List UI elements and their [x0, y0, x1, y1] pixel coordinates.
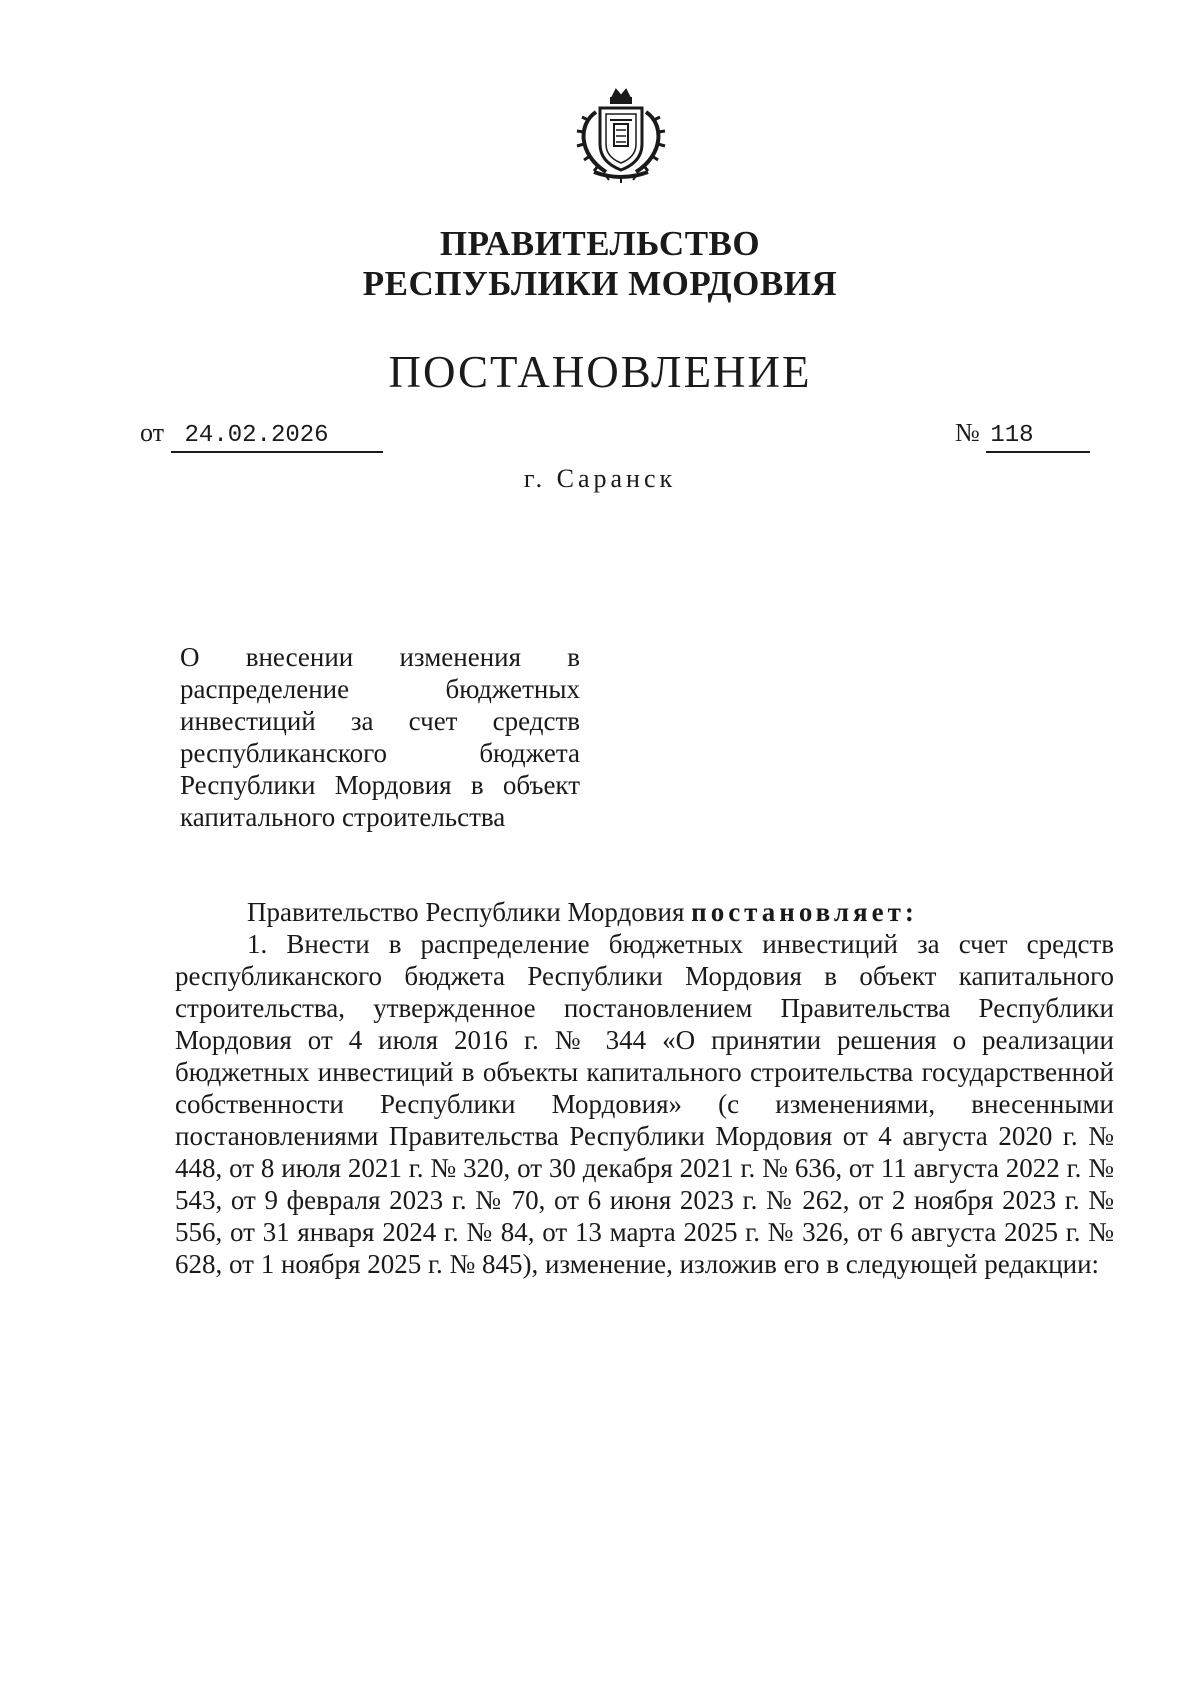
document-type-title: ПОСТАНОВЛЕНИЕ: [388, 347, 812, 397]
coat-of-arms-icon: [566, 84, 676, 184]
preamble: [175, 896, 1114, 928]
document-body: [175, 896, 1114, 1280]
preamble-text: Правительство Республики Мордовия: [247, 897, 692, 927]
city-line: г. Саранск: [523, 464, 677, 493]
number-value: 118: [986, 421, 1090, 453]
number-prefix: №: [955, 418, 980, 447]
document-number: [955, 418, 1090, 453]
org-name-line1: ПРАВИТЕЛЬСТВО: [439, 224, 761, 263]
document-subject: О внесении изменения в распределение бюджетных инвестиций за счет средств республиканского бюджета Республики Мордовия в объект капитального строительства: [180, 642, 580, 832]
date-value: 24.02.2026: [171, 421, 383, 453]
document-date: [140, 418, 383, 453]
date-prefix: от: [140, 418, 165, 447]
org-name-line2: РЕСПУБЛИКИ МОРДОВИЯ: [362, 264, 838, 303]
paragraph-1: 1. Внести в распределение бюджетных инвестиций за счет средств республиканского бюджета Республики Мордовия в объект капитального строительства, утвержденное постановлением Правительства Республики Мордовия от 4 июля 2016 г. № 344 «О принятии решения о реализации бюджетных инвестиций в объекты капитального строительства государственной собственности Республики Мордовия» (с изменениями, внесенными постановлениями Правительства Республики Мордовия от 4 августа 2020 г. № 448, от 8 июля 2021 г. № 320, от 30 декабря 2021 г. № 636, от 11 августа 2022 г. № 543, от 9 февраля 2023 г. № 70, от 6 июня 2023 г. № 262, от 2 ноября 2023 г. № 556, от 31 января 2024 г. № 84, от 13 марта 2025 г. № 326, от 6 августа 2025 г. № 628, от 1 ноября 2025 г. № 845), изменение, изложив его в следующей редакции:: [175, 929, 1114, 1279]
preamble-decree-word: постановляет:: [691, 897, 918, 927]
